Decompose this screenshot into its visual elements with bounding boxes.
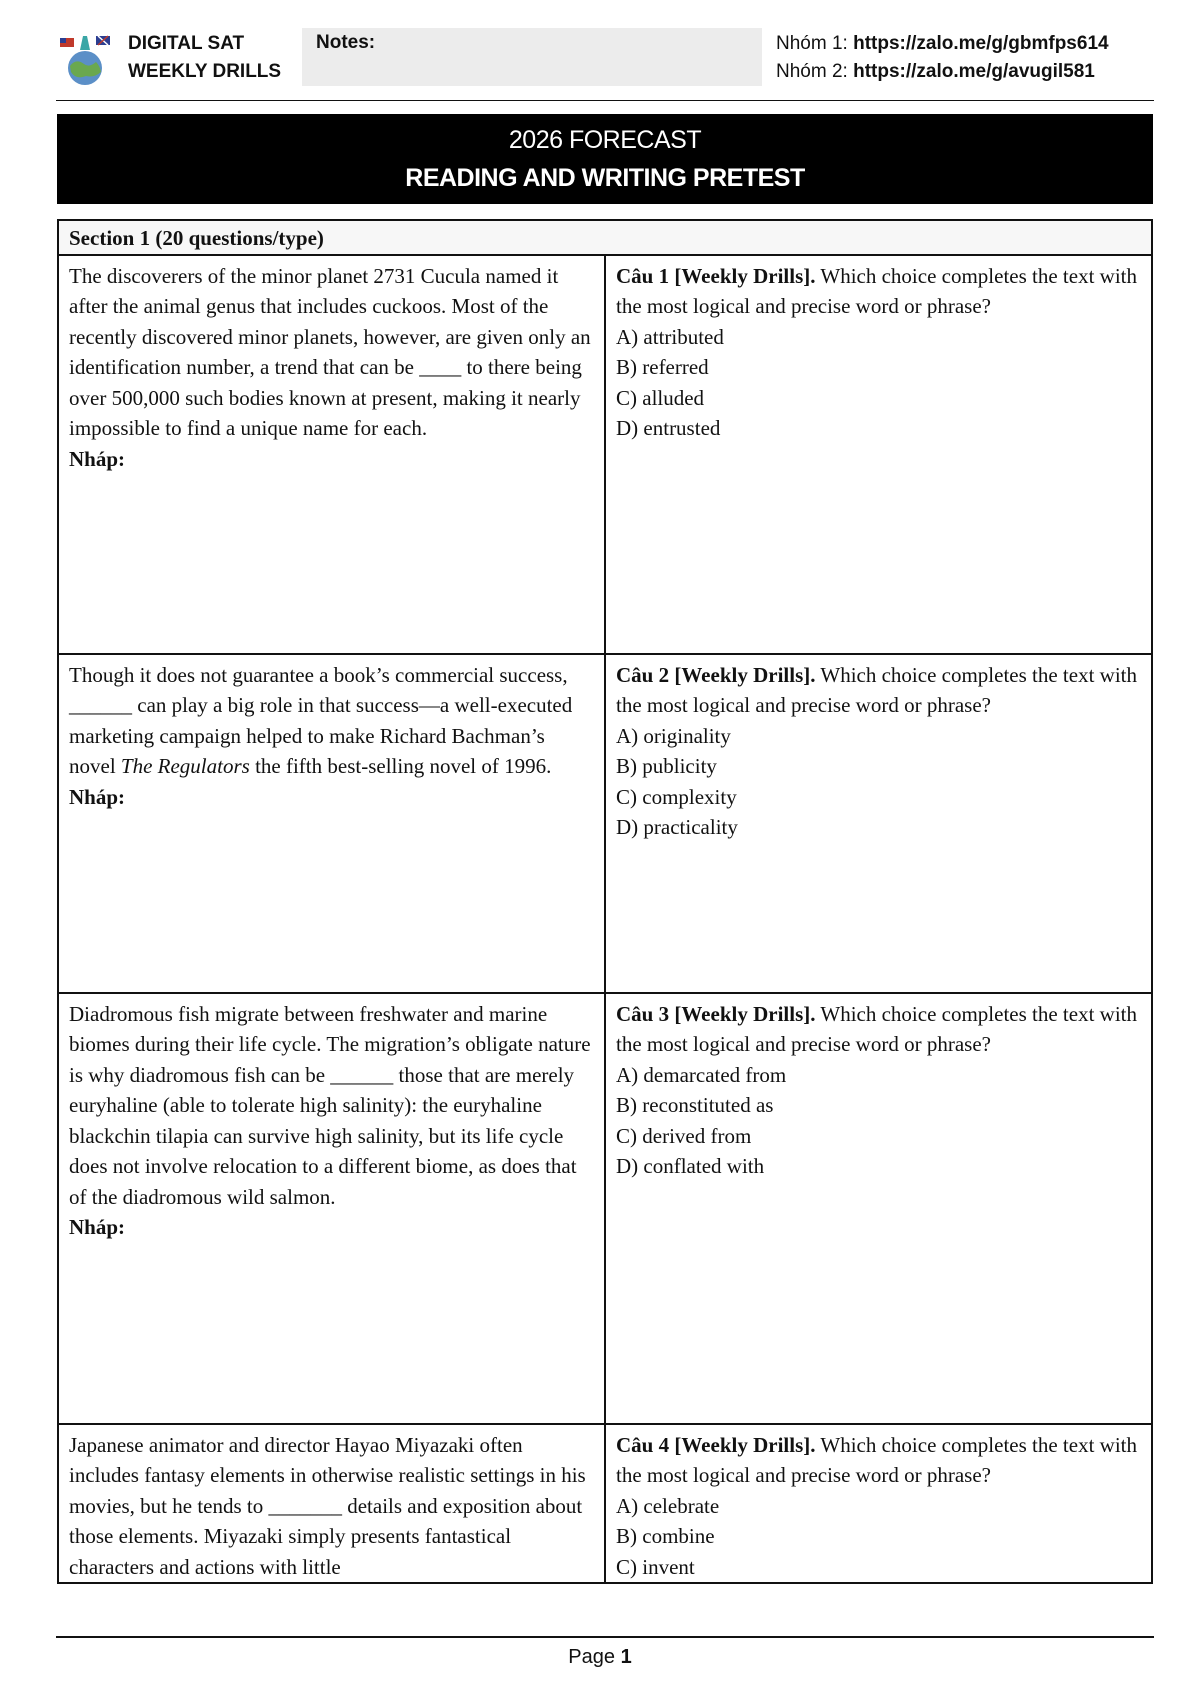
- group-1-label: Nhóm 1:: [776, 33, 854, 54]
- group-2-label: Nhóm 2:: [776, 61, 854, 82]
- answer-choice[interactable]: B) referred: [616, 355, 709, 379]
- question-cell: [605, 1424, 1152, 1584]
- passage-text: the fifth best-selling novel of 1996.: [249, 754, 552, 778]
- answer-choice[interactable]: B) publicity: [616, 754, 717, 778]
- header-divider: [56, 100, 1154, 101]
- title-banner: [57, 114, 1153, 204]
- draft-label: Nháp:: [69, 784, 126, 809]
- answer-choice[interactable]: A) originality: [616, 723, 731, 748]
- question-row: [58, 993, 1152, 1424]
- question-prompt: Which choice completes the text with the most logical and precise word or phrase?: [616, 263, 1138, 318]
- notes-box[interactable]: [302, 28, 762, 86]
- logo-icon: [56, 28, 114, 86]
- page-label: Page: [568, 1646, 621, 1668]
- answer-choice[interactable]: B) combine: [616, 1524, 715, 1548]
- answer-choice[interactable]: A) celebrate: [616, 1493, 720, 1518]
- question-cell: [605, 654, 1152, 993]
- page-number: 1: [620, 1646, 632, 1668]
- brand-line-2: WEEKLY DRILLS: [128, 61, 282, 82]
- passage-text: Japanese animator and director Hayao Miyazaki often includes fantasy elements in otherwise realistic settings in his movies, but he tends to _______ details and exposition about those elements. Miyazaki simply presents fantastical characters and actions with little: [69, 1432, 586, 1579]
- question-prompt: Which choice completes the text with the most logical and precise word or phrase?: [616, 1432, 1138, 1487]
- question-label: Câu 1 [Weekly Drills].: [616, 263, 816, 288]
- question-prompt: Which choice completes the text with the most logical and precise word or phrase?: [616, 662, 1138, 717]
- answer-choice[interactable]: D) conflated with: [616, 1154, 765, 1178]
- answer-choice[interactable]: C) derived from: [616, 1123, 752, 1148]
- draft-label: Nháp:: [69, 1215, 126, 1239]
- question-row: [58, 1424, 1152, 1584]
- page-footer: [0, 1646, 1200, 1669]
- group-1-line: [776, 30, 1109, 58]
- brand-title: [128, 30, 281, 86]
- question-row: [58, 654, 1152, 993]
- question-prompt: Which choice completes the text with the most logical and precise word or phrase?: [616, 1001, 1138, 1056]
- group-2-line: [776, 58, 1109, 86]
- footer-divider: [56, 1636, 1154, 1638]
- question-table: [57, 219, 1153, 1584]
- answer-choice[interactable]: B) reconstituted as: [616, 1093, 774, 1117]
- passage-cell: [58, 993, 605, 1424]
- question-label: Câu 4 [Weekly Drills].: [616, 1432, 816, 1457]
- passage-title-italic: The Regulators: [120, 754, 250, 778]
- answer-choice[interactable]: C) alluded: [616, 385, 705, 410]
- answer-choice[interactable]: A) attributed: [616, 324, 724, 349]
- group-links: [776, 30, 1109, 86]
- question-cell: [605, 993, 1152, 1424]
- passage-cell: [58, 1424, 605, 1584]
- answer-choice[interactable]: C) invent: [616, 1554, 695, 1579]
- passage-cell: [58, 654, 605, 993]
- group-2-link[interactable]: https://zalo.me/g/avugil581: [853, 61, 1095, 82]
- page-header: [56, 26, 1154, 88]
- question-label: Câu 3 [Weekly Drills].: [616, 1001, 816, 1026]
- notes-label: Notes:: [316, 32, 376, 53]
- answer-choice[interactable]: D) entrusted: [616, 416, 721, 440]
- answer-choice[interactable]: D) practicality: [616, 815, 738, 839]
- passage-cell: [58, 255, 605, 654]
- draft-label: Nháp:: [69, 446, 126, 471]
- banner-line-1: 2026 FORECAST: [508, 126, 702, 154]
- passage-text: The discoverers of the minor planet 2731 Cucula named it after the animal genus that includes cuckoos. Most of the recently discovered minor planets, however, are given only an identification number, a trend that can be ____ to there being over 500,000 such bodies known at present, making it nearly impossible to find a unique name for each.: [69, 263, 591, 440]
- answer-choice[interactable]: A) demarcated from: [616, 1062, 787, 1087]
- answer-choice[interactable]: C) complexity: [616, 784, 737, 809]
- banner-line-2: READING AND WRITING PRETEST: [405, 164, 805, 192]
- question-row: [58, 255, 1152, 654]
- passage-text: Though it does not guarantee a book’s commercial success, ______ can play a big role in that success—a well-executed marketing campaign helped to make Richard Bachman’s novel: [69, 662, 573, 778]
- brand-line-1: DIGITAL SAT: [128, 33, 245, 54]
- question-label: Câu 2 [Weekly Drills].: [616, 662, 816, 687]
- question-cell: [605, 255, 1152, 654]
- passage-text: Diadromous fish migrate between freshwater and marine biomes during their life cycle. The migration’s obligate nature is why diadromous fish can be ______ those that are merely euryhaline (able to tolerate high salinity): the euryhaline blackchin tilapia can survive high salinity, but its life cycle does not involve relocation to a different biome, as does that of the diadromous wild salmon.: [69, 1001, 591, 1209]
- section-title: Section 1 (20 questions/type): [58, 220, 1152, 255]
- section-row: [58, 220, 1152, 255]
- group-1-link[interactable]: https://zalo.me/g/gbmfps614: [853, 33, 1109, 54]
